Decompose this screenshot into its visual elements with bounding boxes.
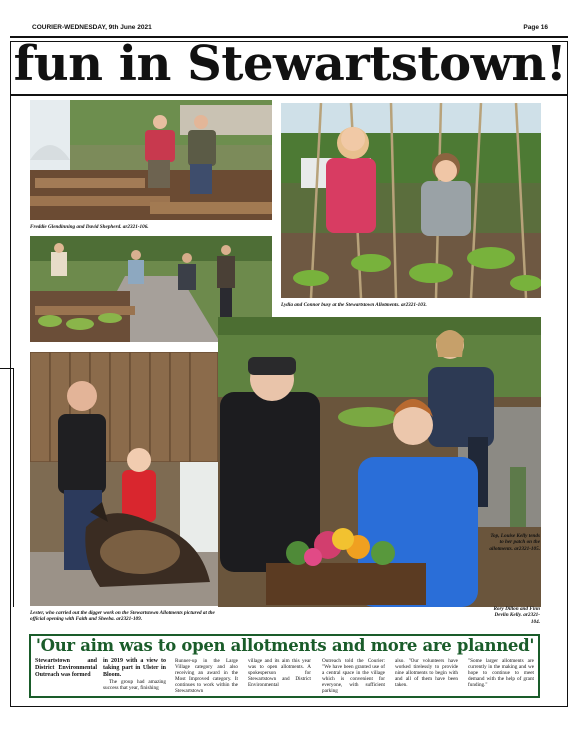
- caption-rory-finn: Rory Dillon and Finn Devlin Kelly. ar2321-104.: [493, 606, 540, 625]
- article-col-2-lead: in 2019 with a view to taking part in Ulster in Bloom.: [103, 658, 166, 678]
- publication-date: COURIER-WEDNESDAY, 9th June 2021: [32, 24, 152, 31]
- adjacent-column-border: [0, 368, 14, 607]
- article-col-5: Outreach told the Courier: "We have been granted use of a central space in the village which is convenient for everyone, with sufficient parking: [322, 658, 385, 695]
- caption-freddie-david: Freddie Glendinning and David Shepherd. ar2321-106.: [30, 224, 149, 230]
- caption-louise-kelly: Top, Louise Kelly tends to her patch on the allotments. ar2321-105.: [489, 533, 540, 552]
- caption-lydia-connor: Lydia and Connor busy at the Stewartstown Allotments. ar2321-103.: [281, 302, 427, 308]
- page-number: Page 16: [523, 24, 548, 31]
- headline-rule: [10, 94, 568, 96]
- article-col-6: also. "Our volunteers have worked tirelessly to provide nine allotments to begin with and all of them have been taken.: [395, 658, 458, 689]
- article-col-4: village and its aim this year was to open allotments. A spokesperson for Stewartstown and District Environmental: [248, 658, 311, 689]
- article-col-7: "Some larger allotments are currently in the making and we hope to continue to meet demand with the help of grant funding.": [468, 658, 534, 689]
- caption-lester: Lester, who carried out the digger work on the Stewartstown Allotments pictured at the official opening with Faith and Sheeba. ar2321-109.: [30, 610, 215, 623]
- page-header: [32, 24, 548, 34]
- photo-lester-dog: [30, 352, 218, 606]
- photo-lydia-connor: [281, 103, 541, 298]
- article-col-2: [103, 658, 166, 691]
- article-col-3: Runner-up in the Large Village category and also receiving an award in the Most Improved category. It continues to work within the Stewartstown: [175, 658, 238, 695]
- photo-louise-boys: [218, 317, 541, 607]
- article-col-2-body: The group had amazing success that year, finishing: [103, 679, 166, 692]
- article-col-1: Stewartstown and District Environmental Outreach was formed: [35, 658, 97, 678]
- photo-freddie-david: [30, 100, 272, 220]
- pullquote: 'Our aim was to open allotments and more are planned': [35, 636, 535, 655]
- headline: fun in Stewartstown!: [13, 36, 567, 92]
